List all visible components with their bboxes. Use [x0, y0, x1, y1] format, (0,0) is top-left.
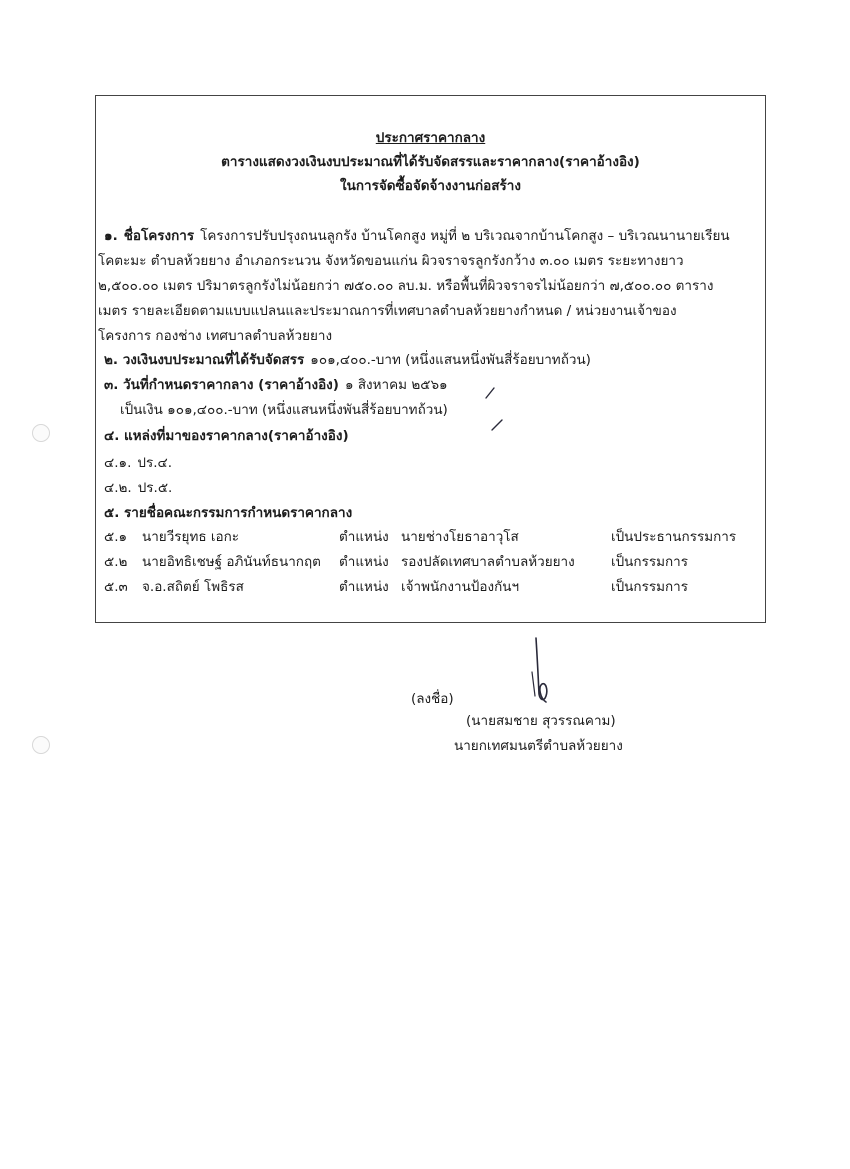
source-text: ปร.๔. — [137, 455, 172, 471]
item-label: ชื่อโครงการ — [123, 228, 195, 244]
tick-mark-icon — [490, 418, 504, 432]
member-position: เจ้าพนักงานป้องกันฯ — [401, 579, 520, 595]
punch-hole — [32, 736, 50, 754]
reference-amount: เป็นเงิน ๑๐๑,๔๐๐.-บาท (หนึ่งแสนหนึ่งพันสี่ร้อยบาทถ้วน) — [120, 402, 448, 418]
member-position: รองปลัดเทศบาลตำบลห้วยยาง — [401, 554, 575, 570]
source-number: ๔.๒. — [104, 480, 132, 496]
source-row — [104, 479, 172, 497]
announcement-frame — [95, 95, 766, 623]
project-description: โครงการปรับปรุงถนนลูกรัง บ้านโคกสูง หมู่ที่ ๒ บริเวณจากบ้านโคกสูง – บริเวณนานายเรียน — [200, 228, 730, 244]
project-name-line — [104, 227, 730, 245]
reference-date: ๑ สิงหาคม ๒๕๖๑ — [344, 377, 448, 393]
tick-mark-icon — [484, 386, 496, 400]
document-subtitle: ตารางแสดงวงเงินงบประมาณที่ได้รับจัดสรรและราคากลาง(ราคาอ้างอิง) — [221, 154, 640, 170]
source-number: ๔.๑. — [104, 455, 132, 471]
member-number: ๕.๓ — [104, 579, 128, 595]
member-position: นายช่างโยธาอาวุโส — [401, 529, 519, 545]
project-description: เมตร รายละเอียดตามแบบแปลนและประมาณการที่เทศบาลตำบลห้วยยางกำหนด / หน่วยงานเจ้าของ — [98, 303, 677, 319]
source-row — [104, 454, 172, 472]
item-label: ๕. รายชื่อคณะกรรมการกำหนดราคากลาง — [104, 505, 353, 521]
project-description: โคตะมะ ตำบลห้วยยาง อำเภอกระนวน จังหวัดขอนแก่น ผิวจราจรลูกรังกว้าง ๓.๐๐ เมตร ระยะทางยาว — [98, 253, 684, 269]
member-role: เป็นกรรมการ — [611, 554, 688, 570]
item-label: ๓. วันที่กำหนดราคากลาง (ราคาอ้างอิง) — [104, 377, 339, 393]
sign-label: (ลงชื่อ) — [411, 691, 454, 707]
item-number: ๑. — [104, 228, 118, 244]
project-description: ๒,๕๐๐.๐๐ เมตร ปริมาตรลูกรังไม่น้อยกว่า ๗๕๐.๐๐ ลบ.ม. หรือพื้นที่ผิวจราจรไม่น้อยกว่า ๗,๕๐๐.๐๐ ตาราง — [98, 278, 714, 294]
member-role: เป็นกรรมการ — [611, 579, 688, 595]
signatory-name: (นายสมชาย สุวรรณคาม) — [466, 713, 616, 729]
member-position-label: ตำแหน่ง — [339, 579, 389, 595]
member-role: เป็นประธานกรรมการ — [611, 529, 737, 545]
reference-date-line — [104, 376, 448, 394]
item-label: ๒. วงเงินงบประมาณที่ได้รับจัดสรร — [104, 352, 305, 368]
member-number: ๕.๒ — [104, 554, 128, 570]
member-name: จ.อ.สถิตย์ โพธิรส — [142, 579, 244, 595]
project-description: โครงการ กองช่าง เทศบาลตำบลห้วยยาง — [98, 328, 333, 344]
document-title: ประกาศราคากลาง — [375, 130, 486, 146]
member-name: นายอิทธิเชษฐ์ อภินันท์ธนากฤต — [142, 554, 321, 570]
member-number: ๕.๑ — [104, 529, 128, 545]
document-subtitle: ในการจัดซื้อจัดจ้างงานก่อสร้าง — [340, 178, 521, 194]
punch-hole — [32, 424, 50, 442]
item-label: ๔. แหล่งที่มาของราคากลาง(ราคาอ้างอิง) — [104, 428, 349, 444]
member-position-label: ตำแหน่ง — [339, 554, 389, 570]
signatory-title: นายกเทศมนตรีตำบลห้วยยาง — [454, 738, 623, 754]
signature-mark-icon — [522, 632, 562, 712]
member-position-label: ตำแหน่ง — [339, 529, 389, 545]
source-text: ปร.๕. — [137, 480, 173, 496]
member-name: นายวีรยุทธ เอกะ — [142, 529, 240, 545]
budget-value: ๑๐๑,๔๐๐.-บาท (หนึ่งแสนหนึ่งพันสี่ร้อยบาทถ้วน) — [310, 352, 591, 368]
budget-line — [104, 351, 591, 369]
